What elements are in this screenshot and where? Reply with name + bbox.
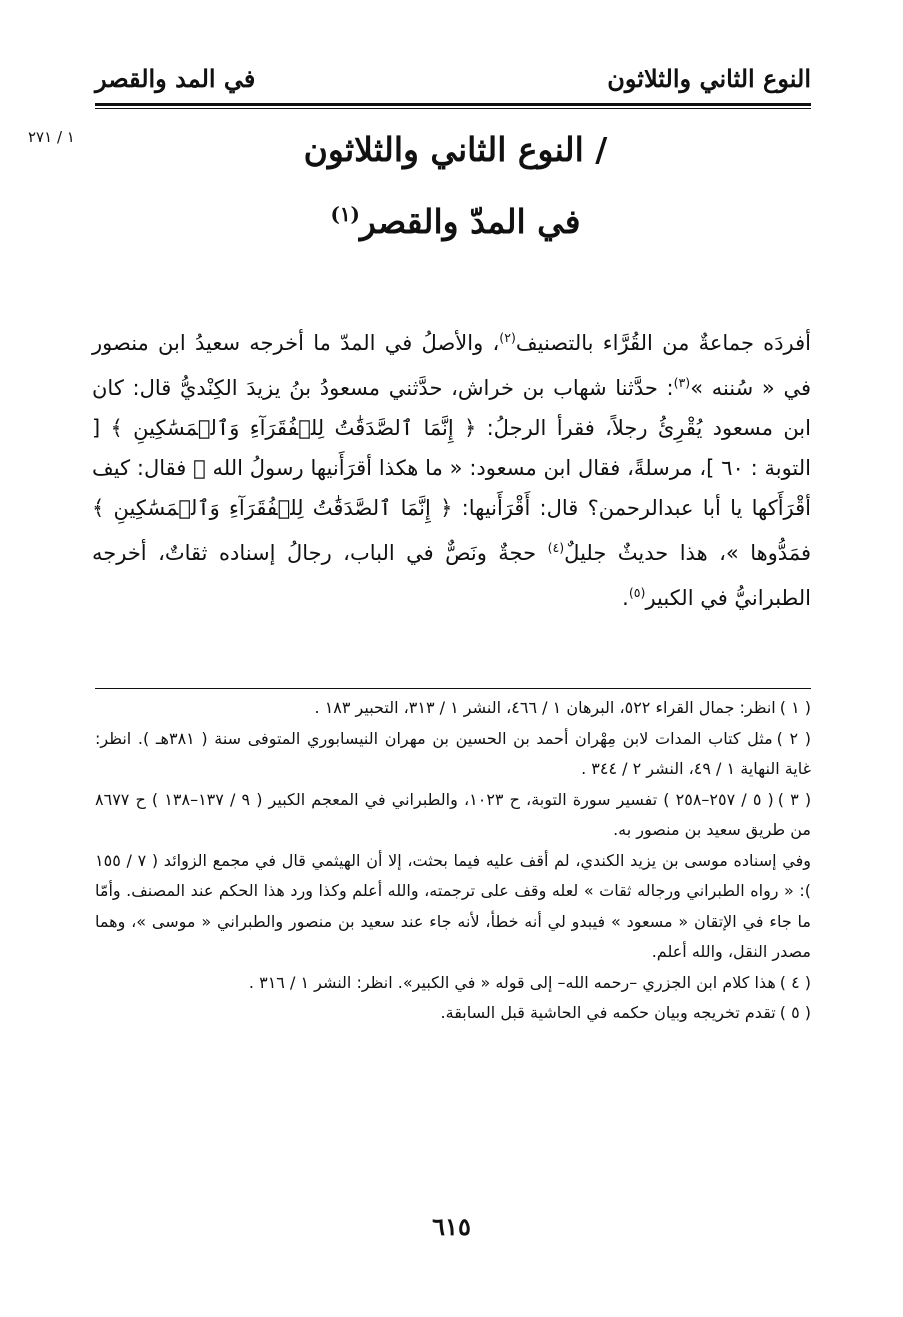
footnote-ref: (٤) [547,540,565,555]
running-header-topic: في المد والقصر [95,63,256,93]
footnote-list [95,693,811,1163]
footnote-separator [95,688,811,689]
footnote-number: ( ٣ ) [777,789,812,809]
footnote-number: ( ٤ ) [779,972,811,992]
text-run: : حدَّثنا شهاب بن خراش، حدَّثني مسعودُ بنُ يزيدَ الكِنْديُّ قال: كان ابن مسعود يُقْرِئُ رجلاً، فقرأ الرجلُ: ﴿ إِنَّمَا ٱلصَّدَقَٰتُ لِلۡفُقَرَآءِ وَٱلۡمَسَٰكِينِ ﴾ [ التوبة : ٦٠ ]، مرسلةً، فقال ابن مسعود: « ما هكذا أقرَأَنيها رسولُ الله ﷺ فقال: كيف أقْرَأَكها يا أبا عبدالرحمن؟ قال: أَقْرَأَنيها: ﴿ إِنَّمَا ٱلصَّدَقَٰتُ لِلۡفُقَرَآءِ وَٱلۡمَسَٰكِينِ ﴾ فمَدُّوها »، هذا حديثٌ جليلٌ [92,376,812,565]
body-paragraph [92,318,811,668]
footnote-item [95,968,811,999]
chapter-subtitle [100,202,811,254]
text-run: أفردَه جماعةٌ من القُرَّاء بالتصنيف [515,331,811,355]
text-run: ، والأصلُ في المدّ ما أخرجه سعيدُ ابن منصور في « سُننه » [92,331,811,400]
text-run: حجةٌ ونَصٌّ في الباب، رجالُ إسناده ثقاتٌ، أخرجه الطبرانيُّ في الكبير [92,541,811,610]
footnote-number: ( ٢ ) [776,728,811,748]
text-run: هذا كلام ابن الجزري –رحمه الله– إلى قوله « في الكبير». انظر: النشر ١ / ٣١٦ . [248,972,776,992]
header-rule-thick [95,103,811,106]
footnote-item [95,693,811,724]
footnote-item [95,724,811,785]
text-run: انظر: جمال القراء ٥٢٢، البرهان ١ / ٤٦٦، النشر ١ / ٣١٣، التحبير ١٨٣ . [314,698,776,717]
footnote-ref: (٢) [499,330,516,345]
footnote-ref: (٥) [628,585,646,600]
chapter-title: / النوع الثاني والثلاثون [303,130,608,169]
text-run: ( ٥ / ٢٥٧–٢٥٨ ) تفسير سورة التوبة، ح ١٠٢٣، والطبراني في المعجم الكبير ( ٩ / ١٣٧–١٣٨ ) ح ٨٦٧٧ من طريق سعيد بن منصور به. [95,789,811,839]
text-run: . [622,586,629,610]
chapter-subtitle-text: في المدّ والقصر [359,202,581,241]
text-run: وفي إسناده موسى بن يزيد الكندي، لم أقف عليه فيما بحثت، إلا أن الهيثمي قال في مجمع الزوائد ( ٧ / ١٥٥ ): « رواه الطبراني ورجاله ثقات » لعله وقف على ترجمته، والله أعلم وكذا ورد هذا الحكم عند المصنف. وأمّا ما جاء في الإتقان « مسعود » فيبدو لي أنه خطأ، لأنه جاء عند سعيد بن منصور والطبراني « موسى »، وهما مصدر النقل، والله أعلم. [95,850,812,961]
footnote-item [95,998,811,1029]
footnote-number: ( ٥ ) [779,1003,811,1022]
text-run: تقدم تخريجه وبيان حكمه في الحاشية قبل السابقة. [440,1003,776,1022]
footnote-item [95,785,811,968]
footnote-number: ( ١ ) [779,698,811,717]
running-header-chapter: النوع الثاني والثلاثون [607,63,811,93]
text-run: مثل كتاب المدات لابن مِهْران أحمد بن الحسين بن مهران النيسابوري المتوفى سنة ( ٣٨١هـ ). انظر: غاية النهاية ١ / ٤٩، النشر ٢ / ٣٤٤ . [95,728,811,778]
footnote-ref-1: (١) [330,202,360,226]
margin-reference: ١ / ٢٧١ [28,128,75,146]
header-rule-thin [95,108,811,109]
footnote-ref: (٣) [673,375,691,390]
page-number: ٦١٥ [432,1212,471,1241]
running-header [95,55,811,101]
